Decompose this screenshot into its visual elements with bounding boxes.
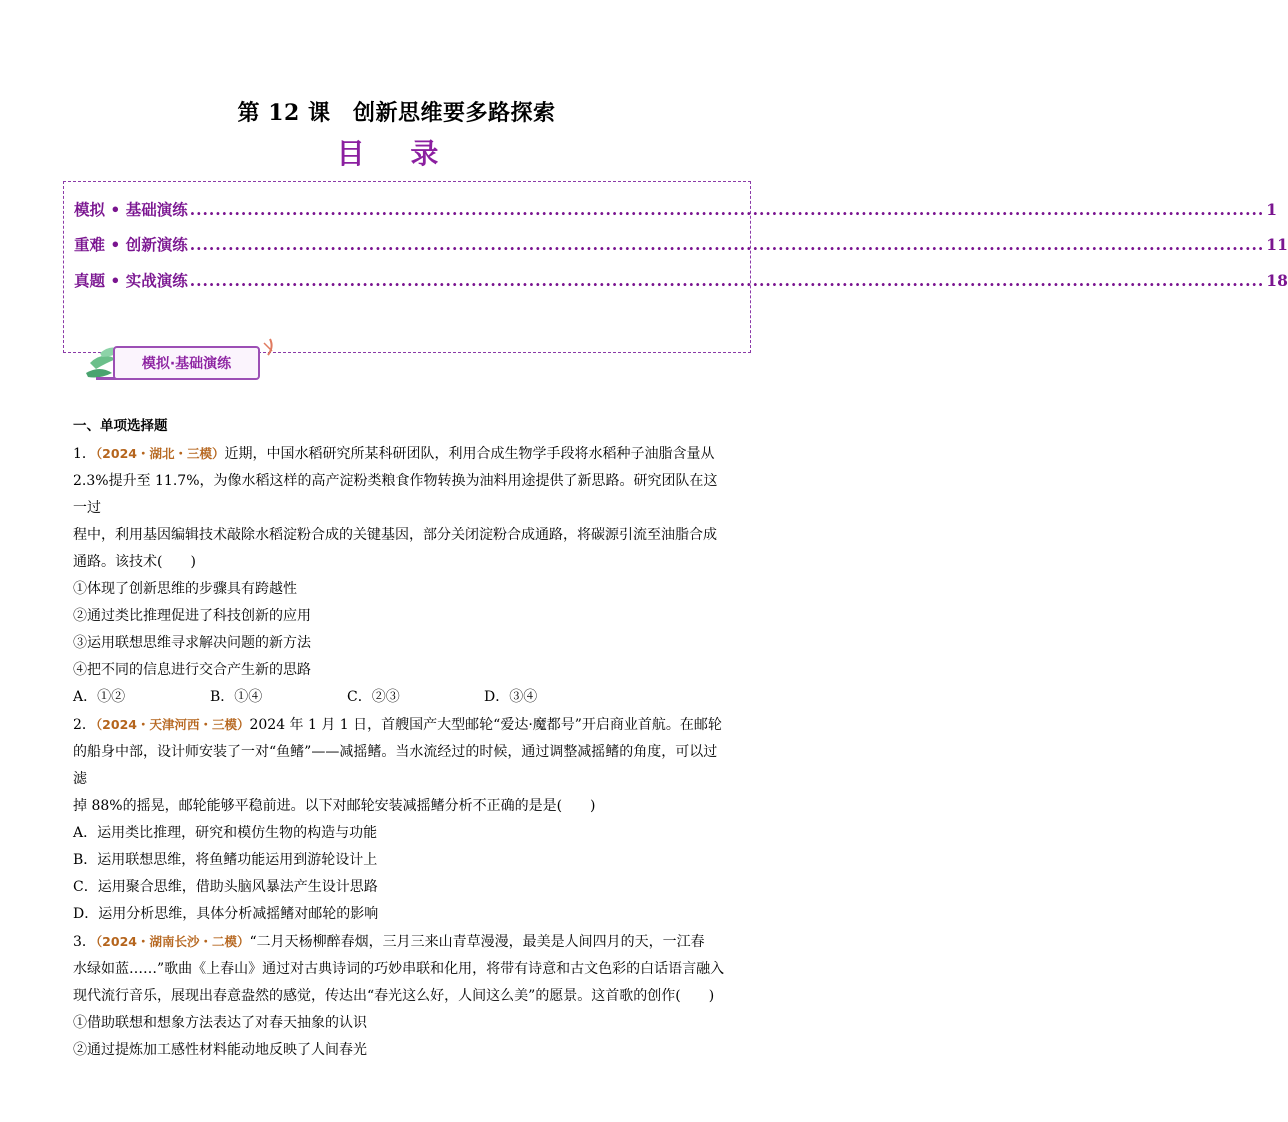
toc-entry-label: 模拟 • 基础演练 bbox=[74, 200, 188, 219]
question-1: 1．（2024・湖北・三模）近期，中国水稻研究所某科研团队，利用合成生物学手段将水稻种子油脂含量从 bbox=[73, 446, 715, 462]
question-text: 的船身中部，设计师安装了一对“鱼鳍”——减摇鳍。当水流经过的时候，通过调整减摇鳍的角度，可以过滤 bbox=[73, 744, 718, 787]
answer-options bbox=[73, 684, 725, 711]
question-source: （2024・湖南长沙・二模） bbox=[95, 934, 250, 949]
question-text: 掉 88%的摇晃，邮轮能够平稳前进。以下对邮轮安装减摇鳍分析不正确的是是( ) bbox=[73, 798, 596, 814]
answer-option[interactable]: C．②③ bbox=[347, 689, 400, 705]
statement-item: ②通过提炼加工感性材料能动地反映了人间春光 bbox=[73, 1042, 367, 1058]
lesson-title: 第 12 课 创新思维要多路探索 bbox=[237, 100, 556, 126]
statement-item: ①借助联想和想象方法表达了对春天抽象的认识 bbox=[73, 1015, 367, 1031]
question-source: （2024・湖北・三模） bbox=[95, 446, 225, 461]
question-text: 现代流行音乐，展现出春意盎然的感觉，传达出“春光这么好，人间这么美”的愿景。这首歌的创作( ) bbox=[73, 988, 715, 1004]
question-2: 2．（2024・天津河西・三模）2024 年 1 月 1 日，首艘国产大型邮轮“爱达·魔都号”开启商业首航。在邮轮 bbox=[73, 717, 722, 733]
answer-option[interactable]: A．①② bbox=[73, 689, 126, 705]
statement-item: ①体现了创新思维的步骤具有跨越性 bbox=[73, 581, 297, 597]
toc-entry-label: 重难 • 创新演练 bbox=[74, 235, 188, 254]
answer-option[interactable]: D．③④ bbox=[484, 689, 538, 705]
statement-item: ③运用联想思维寻求解决问题的新方法 bbox=[73, 635, 311, 651]
answer-option[interactable]: B．①④ bbox=[210, 689, 263, 705]
toc-entry-page: 1 bbox=[1266, 200, 1278, 219]
table-of-contents bbox=[63, 181, 1288, 353]
question-source: （2024・天津河西・三模） bbox=[95, 717, 250, 732]
toc-entry[interactable] bbox=[74, 269, 1288, 291]
question-3: 3．（2024・湖南长沙・二模）“二月天杨柳醉春烟，三月三来山青草漫漫，最美是人间四月的天，一江春 bbox=[73, 934, 705, 950]
question-text: 2.3%提升至 11.7%，为像水稻这样的高产淀粉类粮食作物转换为油料用途提供了新思路。研究团队在这一过 bbox=[73, 473, 718, 516]
section-banner: 模拟·基础演练 bbox=[113, 346, 260, 380]
toc-leader-dots: ........................................................................................................................................................................ bbox=[189, 271, 1265, 290]
question-text: 通路。该技术( ) bbox=[73, 554, 196, 570]
section-heading: 一、单项选择题 bbox=[73, 418, 168, 434]
toc-leader-dots: ........................................................................................................................................................................ bbox=[189, 235, 1265, 254]
answer-option[interactable]: B．运用联想思维，将鱼鳍功能运用到游轮设计上 bbox=[73, 852, 378, 868]
toc-entry-page: 18 bbox=[1266, 271, 1288, 290]
toc-entry-label: 真题 • 实战演练 bbox=[74, 271, 188, 290]
toc-heading: 目 录 bbox=[336, 137, 457, 170]
answer-option[interactable]: A．运用类比推理，研究和模仿生物的构造与功能 bbox=[73, 825, 378, 841]
question-text: 水绿如蓝……”歌曲《上春山》通过对古典诗词的巧妙串联和化用，将带有诗意和古文色彩的白话语言融入 bbox=[73, 961, 725, 977]
toc-entry[interactable] bbox=[74, 198, 1278, 220]
toc-entry[interactable] bbox=[74, 233, 1288, 255]
question-content bbox=[73, 413, 725, 1064]
statement-item: ④把不同的信息进行交合产生新的思路 bbox=[73, 662, 311, 678]
answer-option[interactable]: C．运用聚合思维，借助头脑风暴法产生设计思路 bbox=[73, 879, 378, 895]
toc-entry-page: 11 bbox=[1266, 235, 1288, 254]
toc-leader-dots: ........................................................................................................................................................................ bbox=[189, 200, 1265, 219]
statement-item: ②通过类比推理促进了科技创新的应用 bbox=[73, 608, 311, 624]
answer-option[interactable]: D．运用分析思维，具体分析减摇鳍对邮轮的影响 bbox=[73, 906, 379, 922]
question-text: 程中，利用基因编辑技术敲除水稻淀粉合成的关键基因，部分关闭淀粉合成通路，将碳源引流至油脂合成 bbox=[73, 527, 717, 543]
